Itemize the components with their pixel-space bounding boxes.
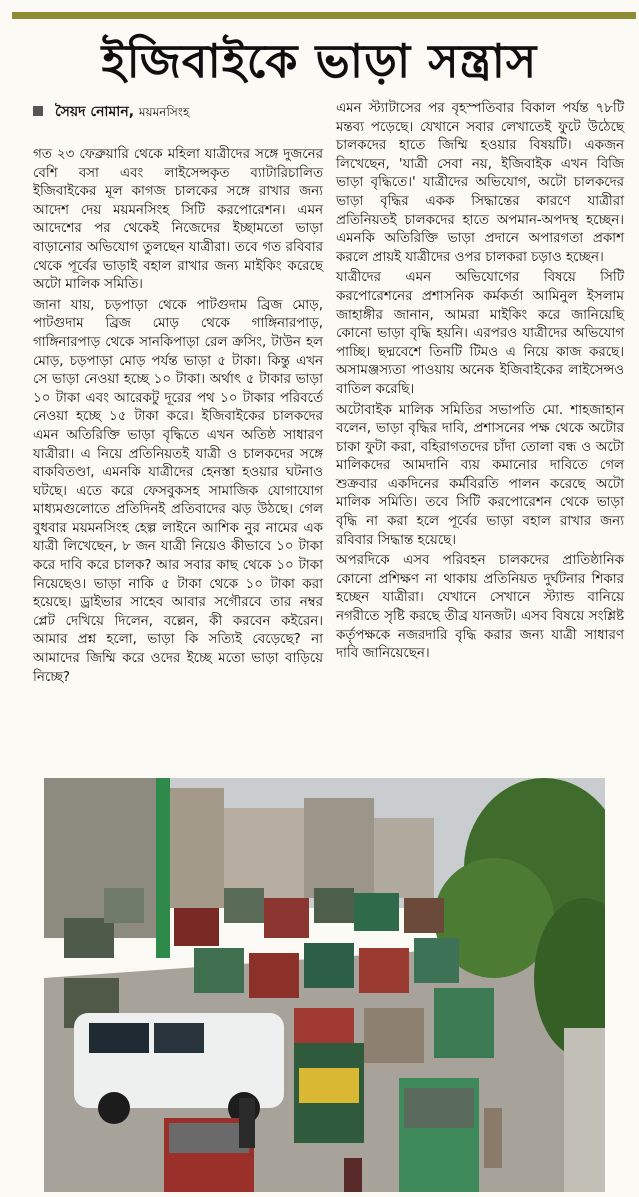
byline-separator: ,	[128, 104, 139, 120]
byline-author: সৈয়দ নোমান	[55, 104, 129, 120]
byline-square-icon	[33, 106, 43, 116]
article-paragraph: যাত্রীদের এমন অভিযোগের বিষয়ে সিটি করপোরেশনের প্রশাসনিক কর্মকর্তা আমিনুল ইসলাম জাহাঙ্গীর জানান, আমরা মাইকিং করে জানিয়েছি কোনো ভাড়া বৃদ্ধি হয়নি। এরপরও যাত্রীদের অভিযোগ পাচ্ছি। ছদ্মবেশে তিনটি টিমও এ নিয়ে কাজ করছে। অসামঞ্জস্যতা পাওয়ায় অনেক ইজিবাইকের লাইসেন্সও বাতিল করেছি।	[336, 270, 624, 397]
news-photo-traffic-jam	[44, 778, 605, 1192]
article-paragraph: অপরদিকে এসব পরিবহন চালকদের প্রাতিষ্ঠানিক কোনো প্রশিক্ষণ না থাকায় প্রতিনিয়ত দুর্ঘটনার শিকার হচ্ছেন যাত্রীরা। যেখানে সেখানে স্ট্যান্ড বানিয়ে নগরীতে সৃষ্টি করছে তীব্র যানজট। এসব বিষয়ে সংশ্লিষ্ট কর্তৃপক্ষকে নজরদারি বৃদ্ধি করার জন্য যাত্রী সাধারণ দাবি জানিয়েছেন।	[336, 553, 624, 662]
article-paragraph: জানা যায়, চড়পাড়া থেকে পাটগুদাম ব্রিজ মোড়, পাটগুদাম ব্রিজ মোড় থেকে গাঙ্গিনারপাড়, গাঙ্গিনারপাড় থেকে সানকিপাড়া রেল ক্রসিং, টাউন হল মোড়, চড়পাড়া মোড় পর্যন্ত ভাড়া ৫ টাকা। কিন্তু এখন সে ভাড়া নেওয়া হচ্ছে ১০ টাকা। অর্থাৎ ৫ টাকার ভাড়া ১০ টাকা এবং আরেকটু দূরের পথ ১০ টাকার পরিবর্তে নেওয়া হচ্ছে ১৫ টাকা করে। ইজিবাইকের চালকদের এমন অতিরিক্তি ভাড়া বৃদ্ধিতে এখন অতিষ্ঠ সাধারণ যাত্রীরা। এ নিয়ে প্রতিনিয়তই যাত্রী ও চালকদের সঙ্গে বাকবিতণ্ডা, এমনকি যাত্রীদের হেনস্তা হওয়ার ঘটনাও ঘটছে। এতে করে ফেসবুকসহ সামাজিক যোগাযোগ মাধ্যমগুলোতে প্রতিদিনই প্রতিবাদের ঝড় উঠছে। গেল বুধবার ময়মনসিংহ হেল্প লাইনে আশিক নুর নামের এক যাত্রী লিখেছেন, ৮ জন যাত্রী নিয়েও কীভাবে ১০ টাকা করে দাবি করে চালক? আর সবার কাছ থেকে ১০ টাকা নিয়েছেও। ভাড়া নাকি ৫ টাকা থেকে ১০ টাকা করা হয়েছে। ড্রাইভার সাহেব আবার সগৌরবে তার নম্বর প্লেট দেখিয়ে দিলেন, বল্লেন, কী করবেন কইরেন। আমার প্রশ্ন হলো, ভাড়া কি সত্যিই বেড়েছে? না আমাদের জিম্মি করে ওদের ইচ্ছে মতো ভাড়া বাড়িয়ে নিচ্ছে?	[33, 297, 323, 685]
article-paragraph: এমন স্ট্যাটাসের পর বৃহস্পতিবার বিকাল পর্যন্ত ৭৮টি মন্তব্য পড়েছে। যেখানে সবার লেখাতেই ফুটে উঠেছে চালকদের হাতে জিম্মি হওয়ার বিষয়টি। একজন লিখেছেন, 'যাত্রী সেবা নয়, ইজিবাইক এখন বিজি ভাড়া বৃদ্ধিতে।' যাত্রীদের অভিযোগ, অটো চালকদের ভাড়া বৃদ্ধির একক সিদ্ধান্তের কারণে যাত্রীরা প্রতিনিয়তই চালকদের হাতে অপমান-অপদস্থ হচ্ছেন। এমনকি অতিরিক্তি ভাড়া প্রদানে অপারগতা প্রকাশ করলে প্রায়ই যাত্রীদের ওপর চালকরা চড়াও হচ্ছেন।	[336, 101, 624, 265]
article-column-left	[33, 100, 323, 689]
top-rule	[12, 12, 636, 19]
byline	[33, 100, 323, 124]
article-column-right	[336, 100, 624, 666]
headline: ইজিবাইকে ভাড়া সন্ত্রাস	[101, 34, 538, 88]
article-paragraph: গত ২৩ ফেব্রুয়ারি থেকে মহিলা যাত্রীদের সঙ্গে দুজনের বেশি বসা এবং লাইসেন্সকৃত ব্যাটারিচালিত ইজিবাইকের মূল কাগজ চালকের সঙ্গে রাখার জন্য আদেশ দেয় ময়মনসিংহ সিটি করপোরেশন। এমন আদেশের পর থেকেই নিজেদের ইচ্ছামতো ভাড়া বাড়ানোর অভিযোগ তুলছেন যাত্রীরা। তবে গত রবিবার থেকে পূর্বের ভাড়াই বহাল রাখার জন্য মাইকিং করেছে অটো মালিক সমিতি।	[33, 147, 323, 293]
byline-location: ময়মনসিংহ	[138, 105, 190, 119]
article-paragraph: অটোবাইক মালিক সমিতির সভাপতি মো. শাহজাহান বলেন, ভাড়া বৃদ্ধির দাবি, প্রশাসনের পক্ষ থেকে অটোর চাকা ফুটা করা, বহিরাগতদের চাঁদা তোলা বন্ধ ও অটো মালিকদের আমদানি ব্যয় কমানোর দাবিতে গেল শুক্রবার একদিনের কর্মবিরতি পালন করেছে অটো মালিক সমিতি। তবে সিটি করপোরেশন থেকে ভাড়া বৃদ্ধি না করা হলে পূর্বের ভাড়া বহাল রাখার জন্য রবিবার সিদ্ধান্ত হয়েছে।	[336, 402, 624, 548]
